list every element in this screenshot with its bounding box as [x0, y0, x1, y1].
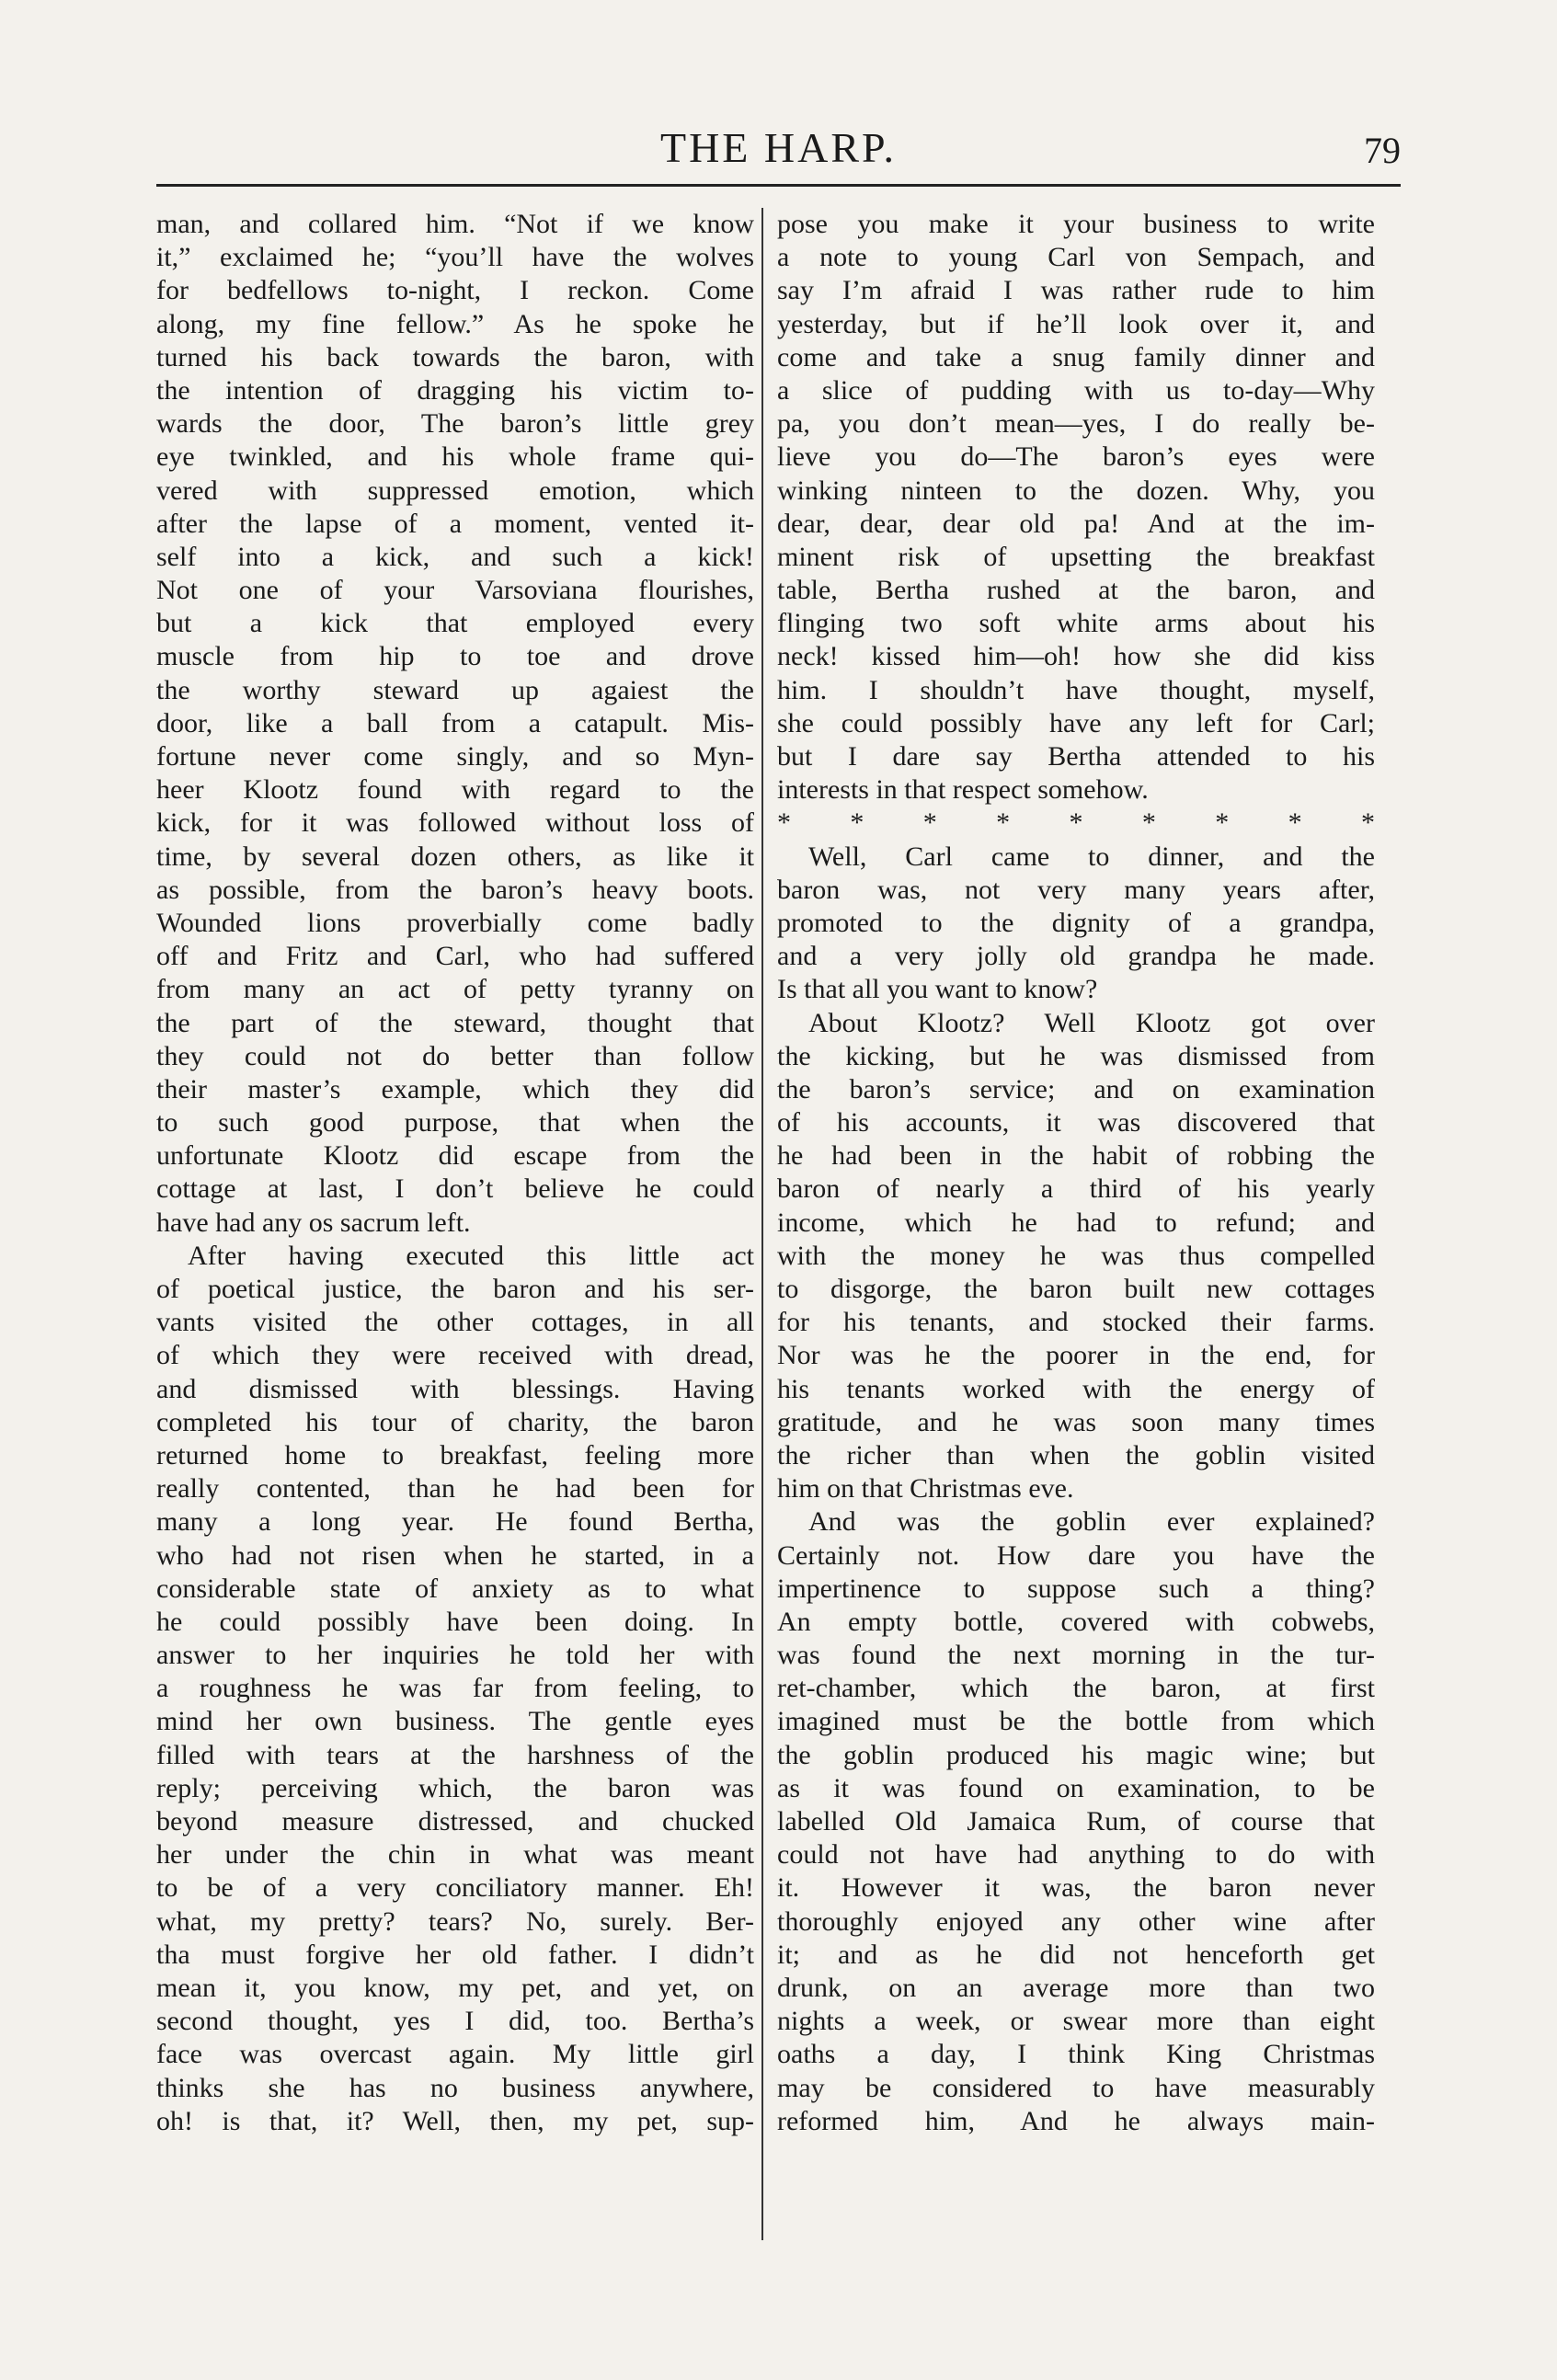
- text-line: thoroughly enjoyed any other wine after: [777, 1905, 1375, 1937]
- text-line: Nor was he the poorer in the end, for: [777, 1340, 1375, 1371]
- text-line: Not one of your Varsoviana flourishes,: [156, 575, 754, 606]
- text-line: nights a week, or swear more than eight: [777, 2006, 1375, 2037]
- text-line: of which they were received with dread,: [156, 1340, 754, 1371]
- running-head: THE HARP.: [659, 124, 898, 171]
- text-line: oaths a day, I think King Christmas: [777, 2039, 1375, 2070]
- text-line: lieve you do—The baron’s eyes were: [777, 441, 1375, 473]
- text-line: pose you make it your business to write: [777, 209, 1375, 239]
- text-line: Certainly not. How dare you have the: [777, 1539, 1375, 1571]
- text-line: ret-chamber, which the baron, at first: [777, 1673, 1375, 1704]
- column-divider: [761, 208, 763, 2240]
- text-line: and dismissed with blessings. Having: [156, 1373, 754, 1404]
- text-line: him. I shouldn’t have thought, myself,: [777, 674, 1375, 705]
- text-line: reply; perceiving which, the baron was: [156, 1772, 754, 1803]
- text-line: beyond measure distressed, and chucked: [156, 1806, 754, 1836]
- text-line: have had any os sacrum left.: [156, 1207, 471, 1238]
- page-header: [156, 118, 1401, 182]
- text-line: baron of nearly a third of his yearly: [777, 1173, 1375, 1205]
- text-line: a note to young Carl von Sempach, and: [777, 242, 1375, 273]
- text-line: the worthy steward up agaiest the: [156, 674, 754, 705]
- text-line: door, like a ball from a catapult. Mis-: [156, 707, 754, 738]
- text-line: And was the goblin ever explained?: [808, 1506, 1375, 1538]
- text-line: but I dare say Bertha attended to his: [777, 741, 1375, 772]
- text-line: who had not risen when he started, in a: [156, 1539, 754, 1571]
- text-line: fortune never come singly, and so Myn-: [156, 741, 754, 772]
- text-line: off and Fritz and Carl, who had suffered: [156, 941, 754, 972]
- text-line: he could possibly have been doing. In: [156, 1606, 754, 1637]
- text-line: man, and collared him. “Not if we know: [156, 209, 754, 239]
- text-line: promoted to the dignity of a grandpa,: [777, 907, 1375, 938]
- text-line: About Klootz? Well Klootz got over: [808, 1007, 1375, 1038]
- text-line: the intention of dragging his victim to-: [156, 374, 754, 406]
- text-line: answer to her inquiries he told her with: [156, 1640, 754, 1671]
- text-line: come and take a snug family dinner and: [777, 341, 1375, 372]
- text-line: the part of the steward, thought that: [156, 1007, 754, 1038]
- text-line: unfortunate Klootz did escape from the: [156, 1140, 754, 1172]
- text-line: gratitude, and he was soon many times: [777, 1406, 1375, 1437]
- left-column: [156, 208, 754, 2277]
- text-line: really contented, than he had been for: [156, 1473, 754, 1505]
- text-line: dear, dear, dear old pa! And at the im-: [777, 508, 1375, 539]
- text-line: and a very jolly old grandpa he made.: [777, 941, 1375, 972]
- right-column: [777, 208, 1375, 2277]
- text-line: his tenants worked with the energy of: [777, 1373, 1375, 1404]
- text-line: they could not do better than follow: [156, 1040, 754, 1071]
- text-line: Wounded lions proverbially come badly: [156, 907, 754, 938]
- text-line: heer Klootz found with regard to the: [156, 774, 754, 806]
- text-line: she could possibly have any left for Carl;: [777, 707, 1375, 738]
- text-line: minent risk of upsetting the breakfast: [777, 541, 1375, 572]
- text-line: vered with suppressed emotion, which: [156, 475, 754, 506]
- text-line: Well, Carl came to dinner, and the: [808, 841, 1375, 872]
- text-line: interests in that respect somehow.: [777, 774, 1149, 806]
- text-line: what, my pretty? tears? No, surely. Ber-: [156, 1905, 754, 1937]
- text-line: it. However it was, the baron never: [777, 1872, 1375, 1904]
- text-line: was found the next morning in the tur-: [777, 1640, 1375, 1671]
- text-line: flinging two soft white arms about his: [777, 608, 1375, 639]
- text-line: filled with tears at the harshness of the: [156, 1739, 754, 1770]
- text-line: kick, for it was followed without loss of: [156, 807, 754, 839]
- text-line: he had been in the habit of robbing the: [777, 1140, 1375, 1172]
- text-line: second thought, yes I did, too. Bertha’s: [156, 2006, 754, 2037]
- text-line: her under the chin in what was meant: [156, 1839, 754, 1871]
- text-line: to disgorge, the baron built new cottages: [777, 1274, 1375, 1304]
- text-line: cottage at last, I don’t believe he could: [156, 1173, 754, 1205]
- text-line: completed his tour of charity, the baron: [156, 1406, 754, 1437]
- text-line: turned his back towards the baron, with: [156, 341, 754, 372]
- text-line: time, by several dozen others, as like it: [156, 841, 754, 872]
- text-line: a slice of pudding with us to-day—Why: [777, 374, 1375, 406]
- text-line: vants visited the other cottages, in all: [156, 1307, 754, 1338]
- text-line: returned home to breakfast, feeling more: [156, 1439, 754, 1470]
- text-line: it,” exclaimed he; “you’ll have the wolves: [156, 242, 754, 273]
- text-line: thinks she has no business anywhere,: [156, 2072, 754, 2103]
- text-line: could not have had anything to do with: [777, 1839, 1375, 1871]
- text-line: a roughness he was far from feeling, to: [156, 1673, 754, 1704]
- text-line: for his tenants, and stocked their farms.: [777, 1307, 1375, 1338]
- text-line: oh! is that, it? Well, then, my pet, sup-: [156, 2105, 754, 2136]
- text-line: yesterday, but if he’ll look over it, and: [777, 308, 1375, 339]
- text-line: tha must forgive her old father. I didn’t: [156, 1939, 754, 1970]
- text-line: face was overcast again. My little girl: [156, 2039, 754, 2070]
- text-line: impertinence to suppose such a thing?: [777, 1573, 1375, 1604]
- text-line: income, which he had to refund; and: [777, 1207, 1375, 1238]
- text-line: * * * * * * * * *: [777, 807, 1375, 839]
- text-line: for bedfellows to-night, I reckon. Come: [156, 275, 754, 306]
- text-line: the kicking, but he was dismissed from: [777, 1040, 1375, 1071]
- text-line: the richer than when the goblin visited: [777, 1439, 1375, 1470]
- text-line: as possible, from the baron’s heavy boots.: [156, 874, 754, 905]
- text-line: muscle from hip to toe and drove: [156, 641, 754, 672]
- text-line: along, my fine fellow.” As he spoke he: [156, 308, 754, 339]
- text-line: say I’m afraid I was rather rude to him: [777, 275, 1375, 306]
- text-line: from many an act of petty tyranny on: [156, 974, 754, 1005]
- text-line: of poetical justice, the baron and his ser-: [156, 1274, 754, 1304]
- text-line: the goblin produced his magic wine; but: [777, 1739, 1375, 1770]
- text-line: after the lapse of a moment, vented it-: [156, 508, 754, 539]
- text-line: baron was, not very many years after,: [777, 874, 1375, 905]
- text-line: wards the door, The baron’s little grey: [156, 408, 754, 440]
- text-line: him on that Christmas eve.: [777, 1473, 1074, 1505]
- text-line: their master’s example, which they did: [156, 1073, 754, 1104]
- text-line: as it was found on examination, to be: [777, 1772, 1375, 1803]
- text-line: An empty bottle, covered with cobwebs,: [777, 1606, 1375, 1637]
- header-rule: [156, 184, 1401, 187]
- text-line: drunk, on an average more than two: [777, 1972, 1375, 2003]
- text-line: it; and as he did not henceforth get: [777, 1939, 1375, 1970]
- text-line: with the money he was thus compelled: [777, 1240, 1375, 1271]
- text-line: the baron’s service; and on examination: [777, 1073, 1375, 1104]
- text-line: self into a kick, and such a kick!: [156, 541, 754, 572]
- text-line: pa, you don’t mean—yes, I do really be-: [777, 408, 1375, 440]
- text-line: mean it, you know, my pet, and yet, on: [156, 1972, 754, 2003]
- text-line: to be of a very conciliatory manner. Eh!: [156, 1872, 754, 1904]
- page-number: 79: [1364, 130, 1401, 171]
- text-line: labelled Old Jamaica Rum, of course that: [777, 1806, 1375, 1836]
- text-line: Is that all you want to know?: [777, 974, 1098, 1005]
- text-line: eye twinkled, and his whole frame qui-: [156, 441, 754, 473]
- text-line: table, Bertha rushed at the baron, and: [777, 575, 1375, 606]
- text-line: neck! kissed him—oh! how she did kiss: [777, 641, 1375, 672]
- text-line: considerable state of anxiety as to what: [156, 1573, 754, 1604]
- text-line: many a long year. He found Bertha,: [156, 1506, 754, 1538]
- text-line: mind her own business. The gentle eyes: [156, 1706, 754, 1737]
- text-line: winking ninteen to the dozen. Why, you: [777, 475, 1375, 506]
- text-line: may be considered to have measurably: [777, 2072, 1375, 2103]
- text-line: reformed him, And he always main-: [777, 2105, 1375, 2136]
- text-line: but a kick that employed every: [156, 608, 754, 639]
- text-line: imagined must be the bottle from which: [777, 1706, 1375, 1737]
- text-line: After having executed this little act: [188, 1240, 754, 1271]
- text-line: to such good purpose, that when the: [156, 1107, 754, 1139]
- text-line: of his accounts, it was discovered that: [777, 1107, 1375, 1139]
